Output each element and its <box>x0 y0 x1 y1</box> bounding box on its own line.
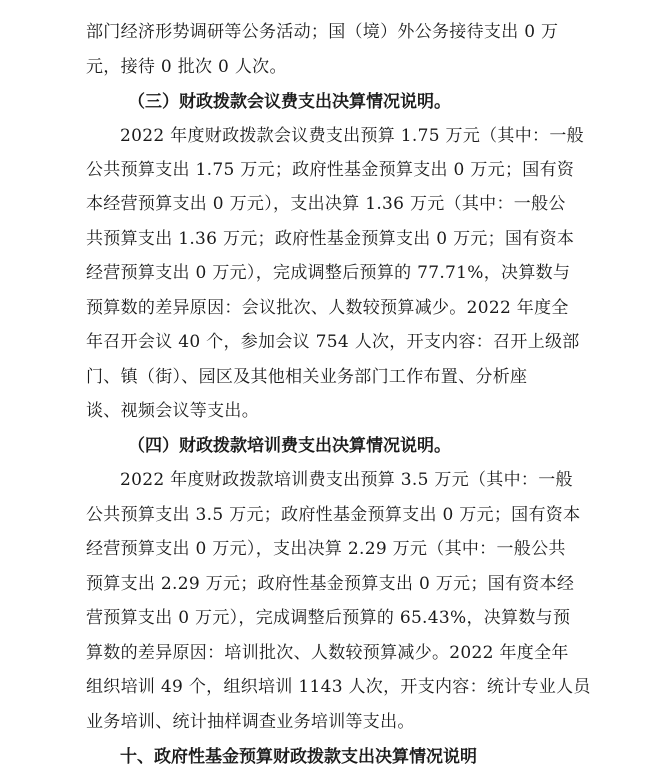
meeting-line-8: 门、镇（街）、园区及其他相关业务部门工作布置、分析座 <box>86 367 528 387</box>
training-line-6: 算数的差异原因：培训批次、人数较预算减少。2022 年度全年 <box>86 643 569 663</box>
meeting-line-3: 本经营预算支出 0 万元），支出决算 1.36 万元（其中：一般公 <box>86 194 566 214</box>
training-line-3: 经营预算支出 0 万元），支出决算 2.29 万元（其中：一般公共 <box>86 539 566 559</box>
training-line-2: 公共预算支出 3.5 万元；政府性基金预算支出 0 万元；国有资本 <box>86 505 581 525</box>
training-line-8: 业务培训、统计抽样调查业务培训等支出。 <box>86 712 415 732</box>
intro-line-2: 元，接待 0 批次 0 人次。 <box>86 57 287 77</box>
intro-line-1: 部门经济形势调研等公务活动；国（境）外公务接待支出 0 万 <box>86 22 559 42</box>
meeting-line-7: 年召开会议 40 个，参加会议 754 人次，开支内容：召开上级部 <box>86 332 580 352</box>
training-line-1: 2022 年度财政拨款培训费支出预算 3.5 万元（其中：一般 <box>120 470 573 490</box>
meeting-line-9: 谈、视频会议等支出。 <box>86 401 259 421</box>
training-line-5: 营预算支出 0 万元），完成调整后预算的 65.43%，决算数与预 <box>86 608 571 628</box>
meeting-heading: （三）财政拨款会议费支出决算情况说明。 <box>128 92 451 112</box>
meeting-line-2: 公共预算支出 1.75 万元；政府性基金预算支出 0 万元；国有资 <box>86 160 575 180</box>
meeting-line-1: 2022 年度财政拨款会议费支出预算 1.75 万元（其中：一般 <box>120 126 584 146</box>
meeting-line-6: 预算数的差异原因：会议批次、人数较预算减少。2022 年度全 <box>86 298 569 318</box>
section-ten-title: 十、政府性基金预算财政拨款支出决算情况说明 <box>120 747 477 767</box>
meeting-line-5: 经营预算支出 0 万元），完成调整后预算的 77.71%，决算数与 <box>86 263 571 283</box>
training-line-7: 组织培训 49 个，组织培训 1143 人次，开支内容：统计专业人员 <box>86 677 591 697</box>
training-line-4: 预算支出 2.29 万元；政府性基金预算支出 0 万元；国有资本经 <box>86 574 575 594</box>
meeting-line-4: 共预算支出 1.36 万元；政府性基金预算支出 0 万元；国有资本 <box>86 229 575 249</box>
training-heading: （四）财政拨款培训费支出决算情况说明。 <box>128 436 451 456</box>
